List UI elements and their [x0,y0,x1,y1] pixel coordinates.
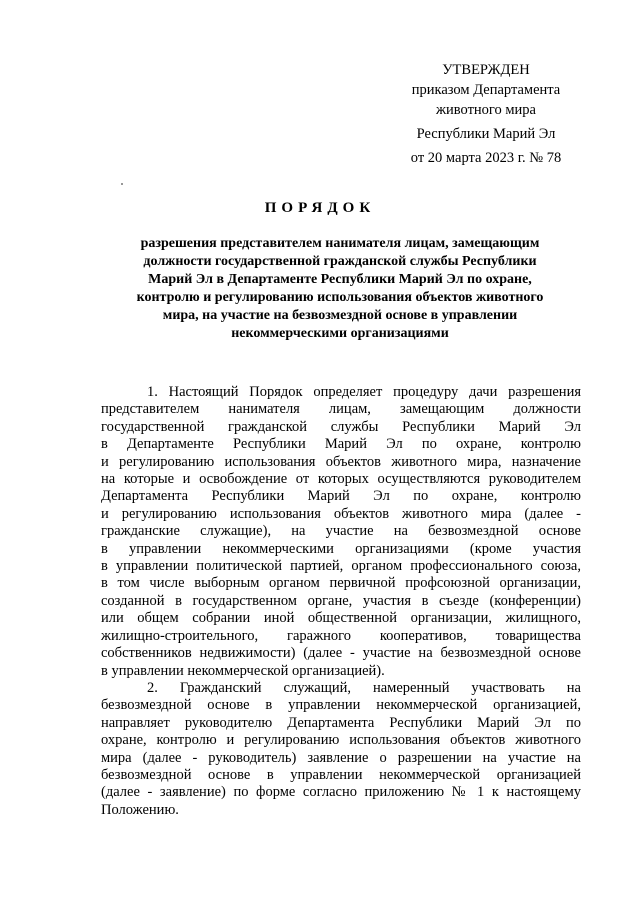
subtitle-line: контролю и регулированию использования объектов животного [136,290,544,305]
document-title: ПОРЯДОК [264,200,376,216]
subtitle-line: Марий Эл в Департаменте Республики Марий Эл по охране, [148,272,532,287]
paragraph-1-line: собственников недвижимости) (далее - участие на безвозмездной основе [101,645,581,662]
approval-heading: УТВЕРЖДЕН [442,62,530,78]
paragraph-1-line: представителем нанимателя лицам, замещающим должности [101,401,581,418]
paragraph-1-line: Департамента Республики Марий Эл по охране, контролю [101,488,581,505]
subtitle-line: мира, на участие на безвозмездной основе в управлении [162,308,518,323]
paragraph-2-line: безвозмездной основе в управлении некоммерческой организацией, [101,697,581,714]
subtitle-line: должности государственной гражданской службы Республики [143,254,537,269]
paragraph-1-line: в Департаменте Республики Марий Эл по охране, контролю [101,436,581,453]
paragraph-1-line: и регулированию использования объектов животного мира (далее - [101,505,581,522]
paragraph-1-line: 1. Настоящий Порядок определяет процедуру дачи разрешения [147,384,581,400]
approval-stamp [396,60,576,168]
approval-line: животного мира [435,102,536,118]
document-body [101,384,581,819]
paragraph-1-line: в управлении некоммерческими организациями (кроме участия [101,540,581,557]
paragraph-2-line: мира (далее - руководитель) заявление о разрешении на участие на [101,749,581,766]
paragraph-1-line: государственной гражданской службы Республики Марий Эл [101,418,581,435]
paragraph-1-line: в управлении политической партией, органом профессионального союза, [101,558,581,575]
paragraph-1-line: или общем собрании иной общественной организации, жилищного, [101,610,581,627]
paragraph-2-line: (далее - заявление) по форме согласно приложению № 1 к настоящему [101,784,581,801]
document-subtitle [112,235,568,343]
paragraph-1-line: в управлении некоммерческой организацией). [101,662,385,679]
paragraph-1-line: в том числе выборным органом первичной профсоюзной организации, [101,575,581,592]
scan-speck [121,183,123,185]
approval-line: Республики Марий Эл [416,126,556,142]
approval-line: от 20 марта 2023 г. № 78 [410,150,562,166]
paragraph-2-line: Положению. [101,801,179,818]
paragraph-2-line: охране, контролю и регулированию использования объектов животного [101,732,581,749]
paragraph-1-line: жилищно-строительного, гаражного кооперативов, товарищества [101,627,581,644]
paragraph-1-line: на которые и освобождение от которых осуществляются руководителем [101,471,581,488]
paragraph-1-line: и регулированию использования объектов животного мира, назначение [101,453,581,470]
paragraph-1-line: созданной в государственном органе, участия в съезде (конференции) [101,592,581,609]
paragraph-2-line: безвозмездной основе в управлении некоммерческой организацией [101,766,581,783]
subtitle-line: разрешения представителем нанимателя лицам, замещающим [140,236,540,251]
paragraph-2-line: направляет руководителю Департамента Республики Марий Эл по [101,714,581,731]
subtitle-line: некоммерческими организациями [231,326,449,341]
approval-line: приказом Департамента [411,82,561,98]
paragraph-1-line: гражданские служащие), на участие на безвозмездной основе [101,523,581,540]
paragraph-2-line: 2. Гражданский служащий, намеренный участвовать на [147,679,581,696]
